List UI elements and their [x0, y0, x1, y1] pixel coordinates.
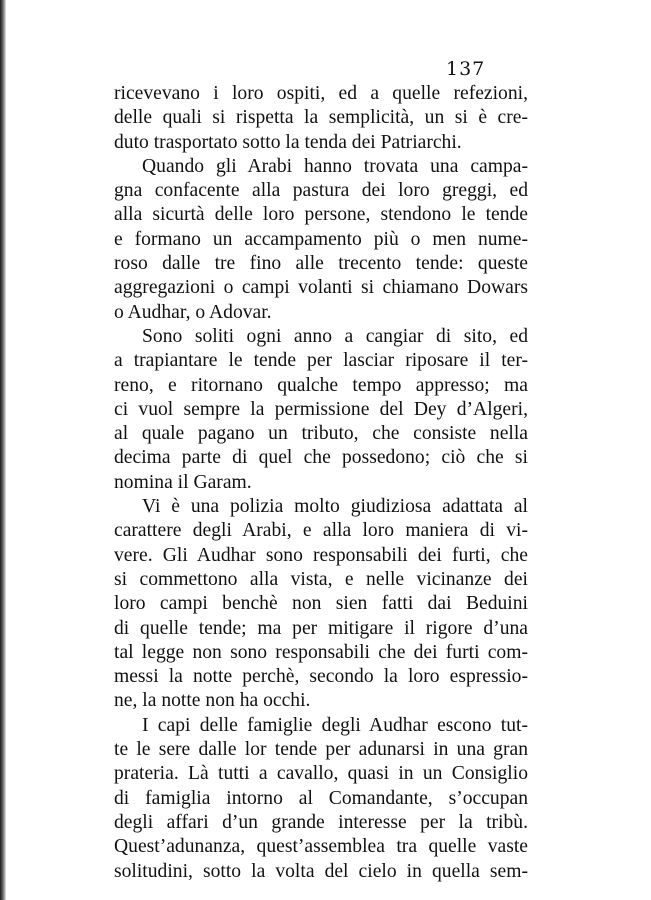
- text-line: solitudini, sotto la volta del cielo in quella sem-: [114, 860, 528, 882]
- text-line: al quale pagano un tributo, che consiste nella: [114, 423, 528, 445]
- text-line: carattere degli Arabi, e alla loro maniera di vi-: [114, 520, 528, 542]
- text-line: aggregazioni o campi volanti si chiamano Dowars: [114, 277, 528, 299]
- text-line: I capi delle famiglie degli Audhar escono tut-: [142, 714, 528, 736]
- text-line: Quando gli Arabi hanno trovata una campa-: [142, 155, 528, 177]
- text-line: o Audhar, o Adovar.: [114, 301, 272, 323]
- text-line: reno, e ritornano qualche tempo appresso; ma: [114, 374, 528, 396]
- body-text: [114, 82, 528, 884]
- text-line: ricevevano i loro ospiti, ed a quelle refezioni,: [114, 83, 528, 104]
- text-line: alla sicurtà delle loro persone, stendono le tende: [114, 204, 528, 226]
- text-line: Quest’adunanza, quest’assemblea tra quelle vaste: [114, 836, 528, 858]
- text-line: roso dalle tre fino alle trecento tende: queste: [114, 253, 528, 275]
- text-line: prateria. Là tutti a cavallo, quasi in un Consiglio: [114, 763, 528, 785]
- text-line: loro campi benchè non sien fatti dai Beduini: [114, 593, 528, 615]
- text-line: nomina il Garam.: [114, 471, 252, 493]
- text-line: ne, la notte non ha occhi.: [114, 690, 311, 712]
- page-number: 137: [446, 58, 486, 80]
- text-line: tal legge non sono responsabili che dei furti com-: [114, 641, 528, 663]
- text-line: gna confacente alla pastura dei loro greggi, ed: [114, 180, 528, 202]
- text-line: delle quali si rispetta la semplicità, un si è cre-: [114, 107, 528, 129]
- text-line: a trapiantare le tende per lasciar riposare il ter-: [114, 350, 528, 372]
- text-line: te le sere dalle lor tende per adunarsi in una gran: [114, 739, 528, 761]
- text-line: ci vuol sempre la permissione del Dey d’Algeri,: [114, 398, 528, 420]
- text-line: di quelle tende; ma per mitigare il rigore d’una: [114, 617, 528, 639]
- text-line: Sono soliti ogni anno a cangiar di sito, ed: [142, 325, 528, 347]
- text-line: messi la notte perchè, secondo la loro espressio-: [114, 666, 528, 688]
- text-line: duto trasportato sotto la tenda dei Patriarchi.: [114, 131, 462, 153]
- text-line: decima parte di quel che possedono; ciò che si: [114, 447, 528, 469]
- text-line: vere. Gli Audhar sono responsabili dei furti, che: [114, 544, 528, 566]
- text-line: degli affari d’un grande interesse per la tribù.: [114, 811, 528, 833]
- text-line: di famiglia intorno al Comandante, s’occupan: [114, 787, 528, 809]
- text-line: e formano un accampamento più o men nume-: [114, 228, 528, 250]
- text-line: Vi è una polizia molto giudiziosa adattata al: [142, 496, 528, 518]
- page-gutter-shadow: [0, 0, 6, 900]
- text-line: si commettono alla vista, e nelle vicinanze dei: [114, 568, 528, 590]
